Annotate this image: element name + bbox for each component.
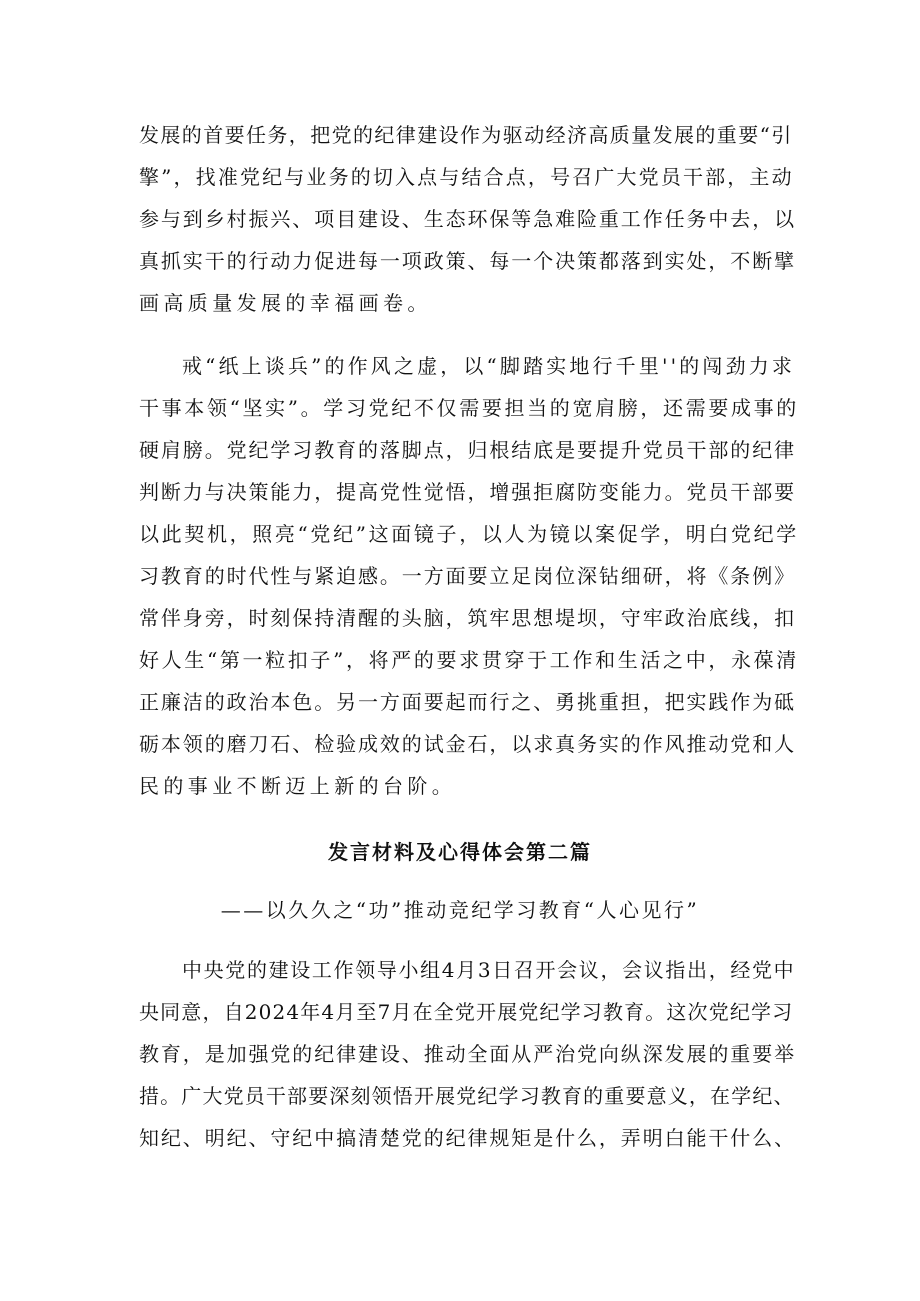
text-line: 判断力与决策能力，提高党性觉悟，增强拒腐防变能力。党员干部要 bbox=[139, 480, 796, 504]
text-line: 干事本领“坚实”。学习党纪不仅需要担当的宽肩膀，还需要成事的 bbox=[139, 396, 799, 420]
text-line: 参与到乡村振兴、项目建设、生态环保等急难险重工作任务中去，以 bbox=[139, 207, 796, 231]
text-line: 常伴身旁，时刻保持清醒的头脑，筑牢思想堤坝，守牢政治底线，扣 bbox=[139, 606, 796, 630]
text-line: 砺本领的磨刀石、检验成效的试金石，以求真务实的作风推动党和人 bbox=[139, 732, 796, 756]
section-subtitle: ——以久久之“功”推动竞纪学习教育“人心见行” bbox=[220, 898, 700, 922]
text-line: 画高质量发展的幸福画卷。 bbox=[139, 291, 432, 315]
text-line: 习教育的时代性与紧迫感。一方面要立足岗位深钻细研，将《条例》 bbox=[139, 564, 796, 588]
text-line: 好人生“第一粒扣子”，将严的要求贯穿于工作和生活之中，永葆清 bbox=[139, 648, 799, 672]
text-line: 正廉洁的政治本色。另一方面要起而行之、勇挑重担，把实践作为砥 bbox=[139, 690, 796, 714]
text-line: 戒“纸上谈兵”的作风之虚，以“脚踏实地行千里''的闯劲力求 bbox=[182, 354, 796, 378]
text-line: 民的事业不断迈上新的台阶。 bbox=[139, 774, 457, 798]
section-title: 发言材料及心得体会第二篇 bbox=[328, 840, 592, 864]
text-line: 中央党的建设工作领导小组4月3日召开会议，会议指出，经党中 bbox=[182, 958, 796, 982]
text-line: 真抓实干的行动力促进每一项政策、每一个决策都落到实处，不断擘 bbox=[139, 249, 796, 273]
text-line: 措。广大党员干部要深刻领悟开展党纪学习教育的重要意义，在学纪、 bbox=[139, 1084, 795, 1108]
text-line: 央同意，自2024年4月至7月在全党开展党纪学习教育。这次党纪学习 bbox=[139, 1000, 794, 1024]
text-line: 以此契机，照亮“党纪”这面镜子，以人为镜以案促学，明白党纪学 bbox=[139, 522, 799, 546]
text-line: 教育，是加强党的纪律建设、推动全面从严治党向纵深发展的重要举 bbox=[139, 1042, 796, 1066]
text-line: 知纪、明纪、守纪中搞清楚党的纪律规矩是什么，弄明白能干什么、 bbox=[139, 1126, 796, 1150]
text-line: 硬肩膀。党纪学习教育的落脚点，归根结底是要提升党员干部的纪律 bbox=[139, 438, 796, 462]
text-line: 擎”，找准党纪与业务的切入点与结合点，号召广大党员干部，主动 bbox=[139, 165, 794, 189]
text-line: 发展的首要任务，把党的纪律建设作为驱动经济高质量发展的重要“引 bbox=[139, 123, 793, 147]
